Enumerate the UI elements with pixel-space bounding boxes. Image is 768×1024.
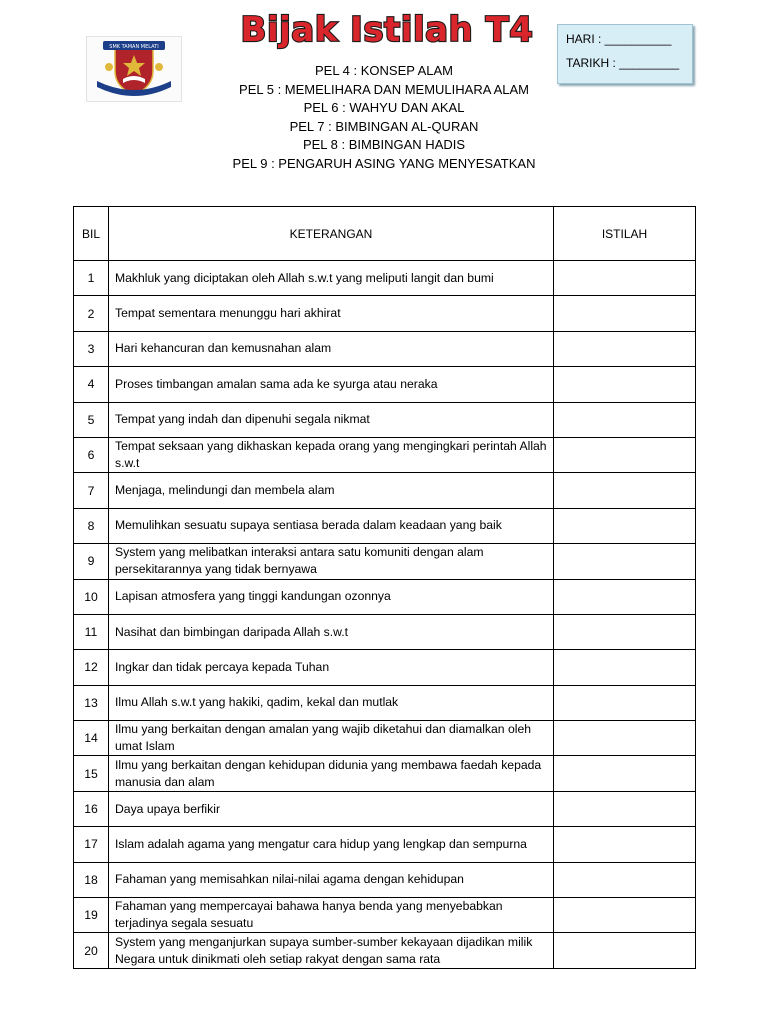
table-row (74, 296, 696, 331)
row-description: Fahaman yang mempercayai bahawa hanya benda yang menyebabkan terjadinya segala sesuatu (109, 898, 554, 933)
row-description: Proses timbangan amalan sama ada ke syurga atau neraka (109, 367, 554, 402)
table-row (74, 402, 696, 437)
row-number: 6 (74, 437, 109, 472)
row-answer-cell[interactable] (554, 331, 696, 366)
row-number: 7 (74, 473, 109, 508)
row-answer-cell[interactable] (554, 721, 696, 756)
row-number: 2 (74, 296, 109, 331)
row-answer-cell[interactable] (554, 437, 696, 472)
row-description: Daya upaya berfikir (109, 791, 554, 826)
row-description: Hari kehancuran dan kemusnahan alam (109, 331, 554, 366)
table-row (74, 721, 696, 756)
row-number: 5 (74, 402, 109, 437)
row-number: 13 (74, 685, 109, 720)
row-description: Ilmu yang berkaitan dengan kehidupan didunia yang membawa faedah kepada manusia dan alam (109, 756, 554, 791)
table-row (74, 685, 696, 720)
row-answer-cell[interactable] (554, 791, 696, 826)
row-answer-cell[interactable] (554, 650, 696, 685)
table-row (74, 544, 696, 579)
table-row (74, 473, 696, 508)
header-keterangan: KETERANGAN (109, 207, 554, 261)
worksheet-title (222, 8, 552, 50)
row-answer-cell[interactable] (554, 508, 696, 543)
row-description: Lapisan atmosfera yang tinggi kandungan ozonnya (109, 579, 554, 614)
row-description: Makhluk yang diciptakan oleh Allah s.w.t yang meliputi langit dan bumi (109, 261, 554, 296)
header-istilah: ISTILAH (554, 207, 696, 261)
row-number: 18 (74, 862, 109, 897)
row-answer-cell[interactable] (554, 296, 696, 331)
table-row (74, 650, 696, 685)
row-description: Ingkar dan tidak percaya kepada Tuhan (109, 650, 554, 685)
terms-table (73, 206, 696, 969)
row-answer-cell[interactable] (554, 473, 696, 508)
row-answer-cell[interactable] (554, 685, 696, 720)
row-number: 15 (74, 756, 109, 791)
row-description: System yang menganjurkan supaya sumber-sumber kekayaan dijadikan milik Negara untuk dinikmati oleh setiap rakyat dengan sama rata (109, 933, 554, 968)
table-row (74, 261, 696, 296)
row-number: 3 (74, 331, 109, 366)
row-description: Tempat sementara menunggu hari akhirat (109, 296, 554, 331)
table-row (74, 756, 696, 791)
tarikh-field[interactable]: TARIKH : _________ (566, 56, 680, 70)
row-description: System yang melibatkan interaksi antara satu komuniti dengan alam persekitarannya yang tidak bernyawa (109, 544, 554, 579)
table-row (74, 898, 696, 933)
chapter-line: PEL 6 : WAHYU DAN AKAL (303, 100, 465, 116)
table-row (74, 437, 696, 472)
row-answer-cell[interactable] (554, 261, 696, 296)
table-row (74, 367, 696, 402)
chapter-line: PEL 9 : PENGARUH ASING YANG MENYESATKAN (232, 155, 536, 171)
row-number: 10 (74, 579, 109, 614)
row-answer-cell[interactable] (554, 614, 696, 649)
row-number: 14 (74, 721, 109, 756)
table-row (74, 862, 696, 897)
row-answer-cell[interactable] (554, 756, 696, 791)
row-answer-cell[interactable] (554, 367, 696, 402)
chapter-list (160, 62, 608, 174)
row-number: 1 (74, 261, 109, 296)
table-row (74, 331, 696, 366)
row-answer-cell[interactable] (554, 402, 696, 437)
row-number: 8 (74, 508, 109, 543)
row-number: 17 (74, 827, 109, 862)
row-answer-cell[interactable] (554, 898, 696, 933)
row-description: Islam adalah agama yang mengatur cara hidup yang lengkap dan sempurna (109, 827, 554, 862)
school-logo-text: SMK TAMAN MELATI (109, 44, 159, 50)
row-number: 16 (74, 791, 109, 826)
row-description: Ilmu yang berkaitan dengan amalan yang wajib diketahui dan diamalkan oleh umat Islam (109, 721, 554, 756)
row-description: Tempat yang indah dan dipenuhi segala nikmat (109, 402, 554, 437)
hari-field[interactable]: HARI : __________ (566, 32, 672, 46)
row-number: 9 (74, 544, 109, 579)
row-description: Tempat seksaan yang dikhaskan kepada orang yang mengingkari perintah Allah s.w.t (109, 437, 554, 472)
row-number: 4 (74, 367, 109, 402)
table-row (74, 508, 696, 543)
row-number: 19 (74, 898, 109, 933)
row-description: Menjaga, melindungi dan membela alam (109, 473, 554, 508)
row-answer-cell[interactable] (554, 862, 696, 897)
row-description: Ilmu Allah s.w.t yang hakiki, qadim, kekal dan mutlak (109, 685, 554, 720)
table-row (74, 614, 696, 649)
table-row (74, 791, 696, 826)
row-answer-cell[interactable] (554, 933, 696, 968)
row-answer-cell[interactable] (554, 827, 696, 862)
row-answer-cell[interactable] (554, 579, 696, 614)
table-row (74, 933, 696, 968)
chapter-line: PEL 4 : KONSEP ALAM (314, 63, 453, 78)
row-number: 12 (74, 650, 109, 685)
table-row (74, 579, 696, 614)
header-bil: BIL (74, 207, 109, 261)
row-number: 20 (74, 933, 109, 968)
table-header-row (74, 207, 696, 261)
row-description: Memulihkan sesuatu supaya sentiasa berada dalam keadaan yang baik (109, 508, 554, 543)
table-row (74, 827, 696, 862)
chapter-line: PEL 5 : MEMELIHARA DAN MEMULIHARA ALAM (239, 81, 529, 97)
worksheet-title-text: Bijak Istilah T4 (240, 10, 534, 50)
row-number: 11 (74, 614, 109, 649)
chapter-line: PEL 7 : BIMBINGAN AL-QURAN (289, 118, 479, 134)
row-description: Fahaman yang memisahkan nilai-nilai agama dengan kehidupan (109, 862, 554, 897)
row-description: Nasihat dan bimbingan daripada Allah s.w.t (109, 614, 554, 649)
row-answer-cell[interactable] (554, 544, 696, 579)
chapter-line: PEL 8 : BIMBINGAN HADIS (302, 137, 466, 153)
